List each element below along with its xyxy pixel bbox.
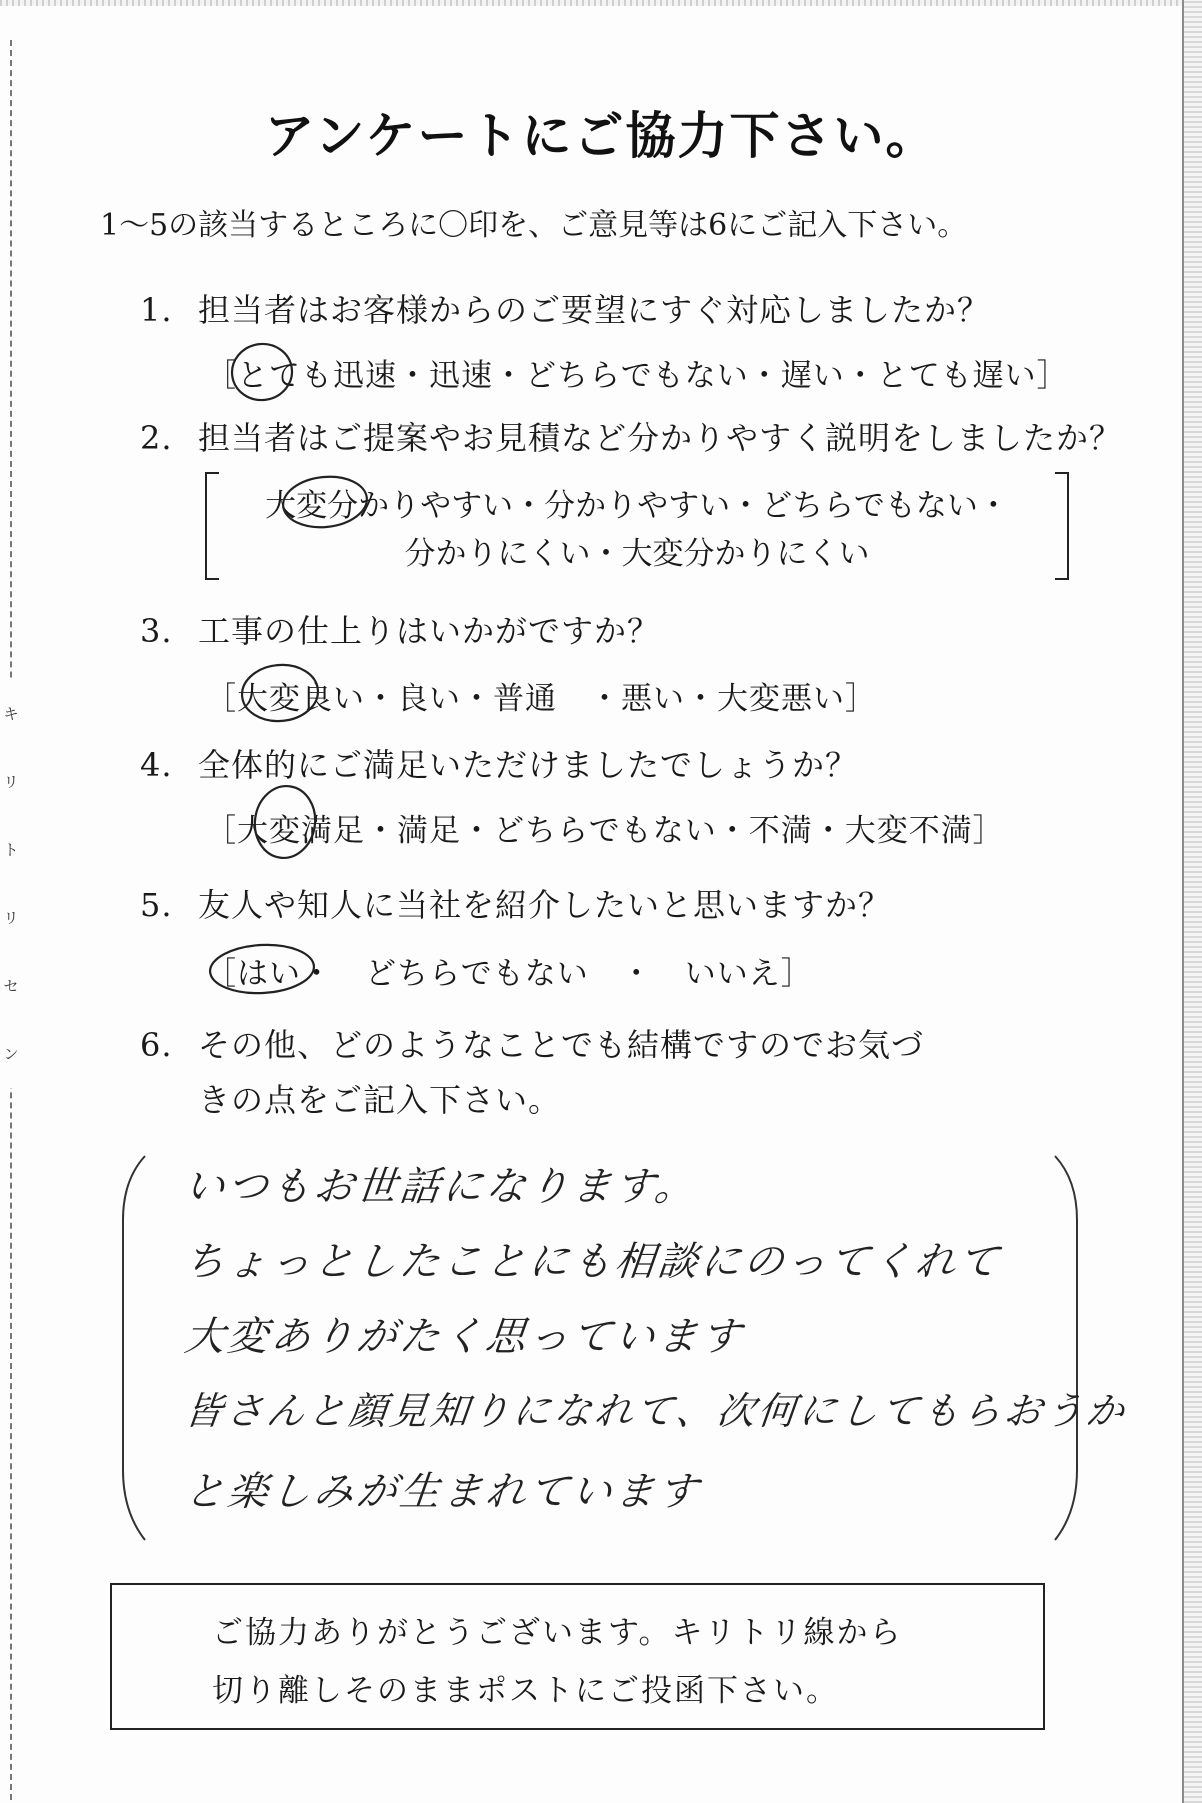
question-5	[140, 880, 891, 926]
question-text: 工事の仕上りはいかがですか？	[198, 612, 661, 650]
cut-char: キ	[3, 705, 19, 723]
question-3-options[interactable]: ［大変良い・良い・普通 ・悪い・大変悪い］	[205, 681, 877, 717]
survey-title: アンケートにご協力下さい。	[264, 107, 938, 165]
cut-char: リ	[3, 773, 19, 791]
handwritten-line-5: と楽しみが生まれています	[182, 1469, 704, 1515]
question-4	[140, 740, 858, 786]
question-3	[140, 606, 660, 652]
scan-edge-top	[0, 0, 1202, 6]
question-1	[140, 285, 990, 331]
question-number: 2.	[140, 419, 173, 457]
question-6	[140, 1020, 924, 1066]
question-1-options[interactable]: ［とても迅速・迅速・どちらでもない・遅い・とても遅い］	[205, 358, 1069, 394]
question-text: 全体的にご満足いただけましたでしょうか？	[198, 746, 859, 784]
handwritten-line-4: 皆さんと顔見知りになれて、次何にしてもらおうか	[182, 1389, 1130, 1433]
question-number: 3.	[140, 612, 173, 650]
question-text-line1: その他、どのようなことでも結構ですのでお気づ	[198, 1026, 925, 1064]
cut-char: ト	[3, 841, 19, 859]
question-number: 1.	[140, 291, 173, 329]
question-text: 担当者はご提案やお見積など分かりやすく説明をしましたか？	[198, 419, 1123, 457]
footer-note-box	[110, 1583, 1045, 1730]
question-5-options[interactable]: ［はい・ どちらでもない ・ いいえ］	[205, 956, 813, 992]
question-text: 友人や知人に当社を紹介したいと思いますか？	[198, 886, 892, 924]
footer-line-2: 切り離しそのままポストにご投函下さい。	[212, 1673, 839, 1709]
handwritten-line-1: いつもお世話になります。	[182, 1164, 700, 1210]
scan-edge-right	[1182, 0, 1202, 1803]
survey-instructions: 1～5の該当するところに〇印を、ご意見等は6にご記入下さい。	[100, 208, 968, 243]
cut-char: ン	[3, 1045, 19, 1063]
handwritten-line-2: ちょっとしたことにも相談にのってくれて	[182, 1239, 1004, 1285]
question-number: 4.	[140, 746, 173, 784]
question-4-options[interactable]: ［大変満足・満足・どちらでもない・不満・大変不満］	[205, 813, 1005, 849]
cut-char: リ	[3, 909, 19, 927]
question-2-options[interactable]	[205, 472, 1069, 580]
question-2-options-line1: 大変分かりやすい・分かりやすい・どちらでもない・	[265, 488, 1009, 524]
footer-line-1: ご協力ありがとうございます。キリトリ線から	[212, 1615, 903, 1651]
question-2	[140, 413, 1122, 459]
question-text: 担当者はお客様からのご要望にすぐ対応しましたか？	[198, 291, 991, 329]
cut-char: セ	[3, 977, 19, 995]
handwritten-line-3: 大変ありがたく思っています	[182, 1314, 747, 1360]
handwritten-answer-area[interactable]	[115, 1150, 1130, 1545]
question-number: 6.	[140, 1026, 173, 1064]
question-2-options-line2: 分かりにくい・大変分かりにくい	[404, 536, 870, 572]
cut-line-label	[0, 680, 22, 1088]
question-number: 5.	[140, 886, 173, 924]
question-6-line2: きの点をご記入下さい。	[198, 1081, 562, 1119]
